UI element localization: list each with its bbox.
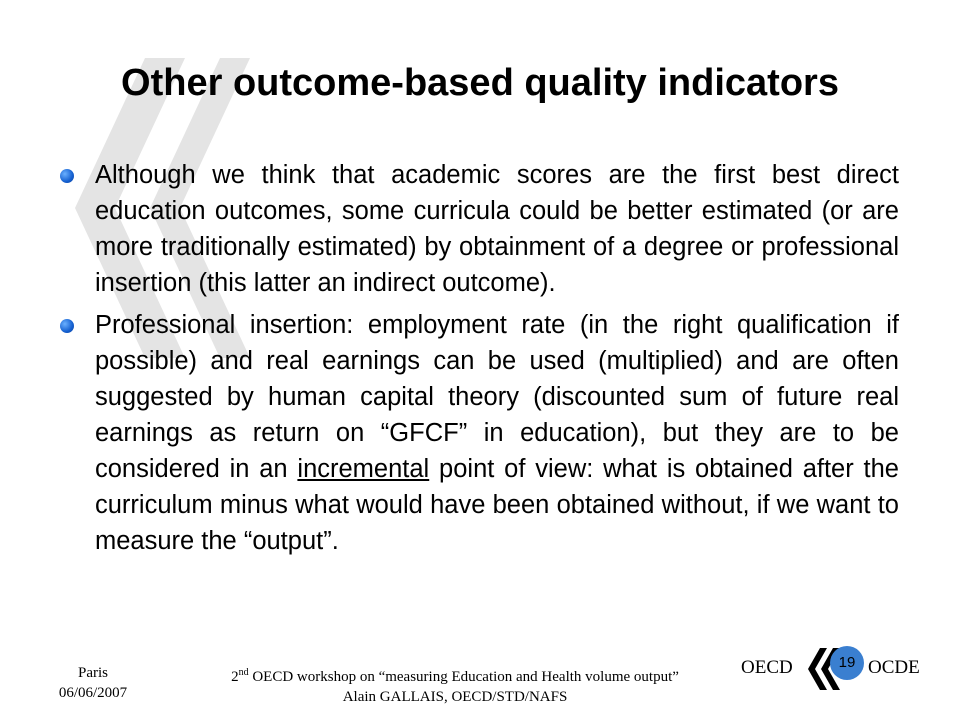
oecd-logo-text: OECD [741, 657, 793, 678]
bullet-dot-icon [60, 169, 74, 183]
bullet-item [95, 307, 899, 559]
footer-city: Paris [78, 665, 108, 681]
bullet-list [95, 157, 899, 565]
footer-date: 06/06/2007 [58, 685, 128, 701]
bullet-text: Professional insertion: employment rate (in the right qualification if possible) and real earnings can be used (multiplied) and are often suggested by human capital theory (discounted sum of future real earnings as return on “GFCF” in education), but they are to be considered in an [95, 311, 899, 483]
ocde-logo-text: OCDE [868, 657, 920, 678]
footer-workshop [150, 663, 760, 707]
footer-workshop-line [150, 663, 760, 687]
footer-workshop-text: OECD workshop on “measuring Education and Health volume output” [248, 669, 679, 685]
footer-workshop-ordinal: 2 [231, 669, 239, 685]
bullet-underlined-word: incremental [297, 455, 430, 483]
footer-author: Alain GALLAIS, OECD/STD/NAFS [342, 689, 568, 705]
page-number-badge: 19 [830, 646, 864, 680]
bullet-dot-icon [60, 319, 74, 333]
bullet-text: Although we think that academic scores are the first best direct education outcomes, some curricula could be better estimated (or are more traditionally estimated) by obtainment of a degree or professional insertion (this latter an indirect outcome). [95, 161, 899, 297]
footer-location [38, 663, 148, 703]
bullet-item [95, 157, 899, 301]
slide-title: Other outcome-based quality indicators [121, 62, 839, 104]
bullet-text: point of view: what is obtained after the curriculum minus what would have been obtained without, if we want to measure the “output”. [95, 455, 899, 555]
footer-workshop-suffix: nd [238, 667, 249, 678]
